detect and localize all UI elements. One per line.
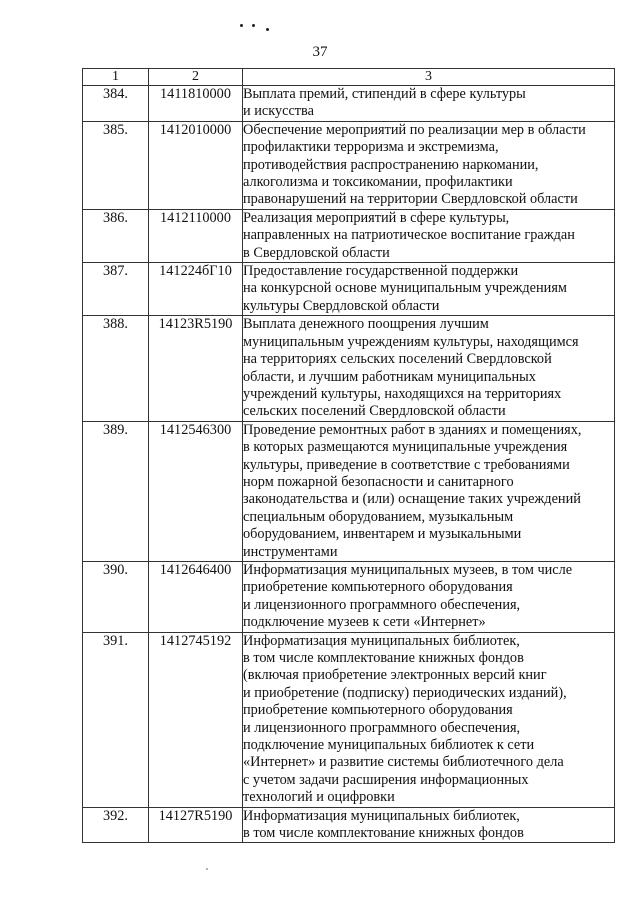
table-header-row	[83, 69, 615, 86]
description-line: инструментами	[243, 543, 338, 560]
description-line: Выплата денежного поощрения лучшим	[243, 316, 489, 333]
table-row	[83, 421, 615, 561]
column-header: 1	[83, 69, 149, 86]
description-line: на территориях сельских поселений Свердловской	[243, 351, 552, 368]
description-line: правонарушений на территории Свердловской области	[243, 191, 578, 208]
row-code: 14123R5190	[149, 316, 243, 421]
table-row	[83, 807, 615, 843]
row-number: 388.	[83, 316, 149, 421]
description-line: приобретение компьютерного оборудования	[243, 702, 513, 719]
description-line: в которых размещаются муниципальные учреждения	[243, 439, 568, 456]
row-description	[243, 316, 615, 421]
description-line: в том числе комплектование книжных фондов	[243, 650, 524, 666]
description-line: подключение муниципальных библиотек к сети	[243, 737, 535, 754]
description-line: алкоголизма и токсикомании, профилактики	[243, 174, 513, 191]
row-description	[243, 263, 615, 316]
description-line: Обеспечение мероприятий по реализации мер в области	[243, 121, 586, 138]
row-number: 386.	[83, 209, 149, 262]
description-line: норм пожарной безопасности и санитарного	[243, 473, 514, 490]
description-line: Выплата премий, стипендий в сфере культуры	[243, 86, 526, 102]
description-line: оборудованием, инвентарем и музыкальными	[243, 526, 522, 543]
description-line: Реализация мероприятий в сфере культуры,	[243, 209, 510, 226]
description-line: приобретение компьютерного оборудования	[243, 579, 513, 596]
description-line: и искусства	[243, 103, 314, 120]
row-description	[243, 632, 615, 807]
row-code: 1412745192	[149, 632, 243, 807]
row-code: 1411810000	[149, 86, 243, 122]
scan-marks	[238, 24, 278, 34]
row-number: 391.	[83, 632, 149, 807]
description-line: культуры, приведение в соответствие с требованиями	[243, 456, 570, 473]
page-number: 37	[312, 44, 328, 60]
description-line: и лицензионного программного обеспечения,	[243, 596, 521, 613]
description-line: специальным оборудованием, музыкальным	[243, 508, 514, 525]
column-header: 3	[243, 69, 615, 86]
table-row	[83, 121, 615, 209]
description-line: и приобретение (подписку) периодических изданий),	[243, 684, 567, 701]
table-row	[83, 561, 615, 632]
row-code: 1412646400	[149, 561, 243, 632]
scan-dot	[240, 24, 243, 27]
description-line: Информатизация муниципальных музеев, в том числе	[243, 561, 573, 578]
description-line: в том числе комплектование книжных фондов	[243, 825, 524, 842]
description-line: технологий и оцифровки	[243, 789, 395, 806]
scan-dot	[252, 24, 255, 27]
description-line: Предоставление государственной поддержки	[243, 263, 519, 280]
table-row	[83, 263, 615, 316]
row-description	[243, 421, 615, 561]
description-line: Информатизация муниципальных библиотек,	[243, 807, 520, 824]
description-line: с учетом задачи расширения информационных	[243, 771, 529, 788]
scan-speck	[206, 868, 208, 870]
description-line: области, и лучшим работникам муниципальных	[243, 368, 536, 385]
table-row	[83, 209, 615, 262]
table-row	[83, 316, 615, 421]
description-line: (включая приобретение электронных версий книг	[243, 667, 547, 684]
row-description	[243, 86, 615, 122]
scan-dot	[266, 28, 269, 31]
row-code: 1412010000	[149, 121, 243, 209]
description-line: Информатизация муниципальных библиотек,	[243, 632, 520, 649]
table-row	[83, 632, 615, 807]
row-description	[243, 121, 615, 209]
document-table	[82, 68, 615, 843]
description-line: муниципальным учреждениям культуры, находящимся	[243, 333, 579, 350]
row-description	[243, 209, 615, 262]
description-line: подключение музеев к сети «Интернет»	[243, 614, 486, 631]
row-description	[243, 807, 615, 843]
row-code: 1412546300	[149, 421, 243, 561]
description-line: на конкурсной основе муниципальным учреждениям	[243, 280, 567, 297]
description-line: «Интернет» и развитие системы библиотечного дела	[243, 754, 564, 771]
row-number: 385.	[83, 121, 149, 209]
description-line: Проведение ремонтных работ в зданиях и помещениях,	[243, 421, 582, 438]
row-number: 387.	[83, 263, 149, 316]
description-line: и лицензионного программного обеспечения,	[243, 719, 521, 736]
row-number: 390.	[83, 561, 149, 632]
table-row	[83, 86, 615, 122]
row-code: 1412110000	[149, 209, 243, 262]
description-line: противодействия распространению наркомании,	[243, 156, 539, 173]
row-code: 141224бГ10	[149, 263, 243, 316]
description-line: учреждений культуры, находящихся на территориях	[243, 385, 562, 402]
description-line: культуры Свердловской области	[243, 297, 440, 314]
description-line: сельских поселений Свердловской области	[243, 403, 506, 420]
column-header: 2	[149, 69, 243, 86]
row-description	[243, 561, 615, 632]
row-number: 392.	[83, 807, 149, 843]
row-code: 14127R5190	[149, 807, 243, 843]
description-line: направленных на патриотическое воспитание граждан	[243, 227, 575, 244]
description-line: в Свердловской области	[243, 244, 390, 261]
description-line: законодательства и (или) оснащение таких учреждений	[243, 491, 581, 508]
row-number: 389.	[83, 421, 149, 561]
row-number: 384.	[83, 86, 149, 122]
description-line: профилактики терроризма и экстремизма,	[243, 139, 499, 156]
